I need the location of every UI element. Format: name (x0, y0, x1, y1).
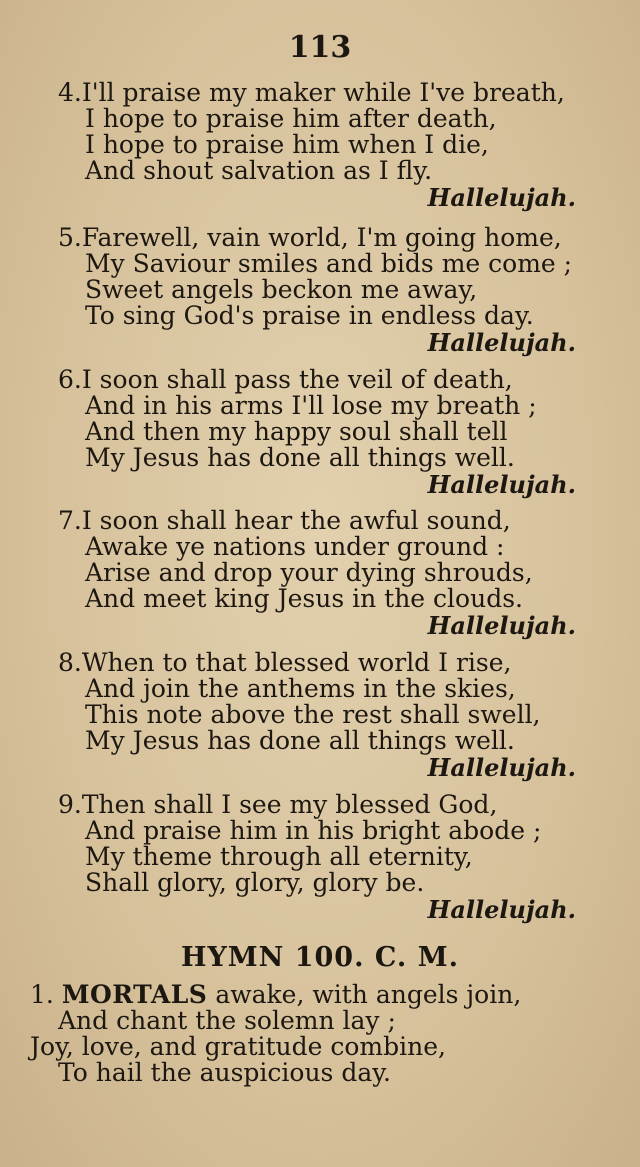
verse-line (58, 225, 588, 251)
verse-line-text: I'll praise my maker while I've breath, (81, 78, 565, 107)
verse-line: And in his arms I'll lose my breath ; (85, 391, 537, 420)
verse-number: 9. (58, 790, 82, 819)
refrain: Hallelujah. (427, 753, 576, 782)
page-number: 113 (288, 30, 352, 65)
verse-line: And join the anthems in the skies, (85, 674, 516, 703)
verse-line-text: awake, with angels join, (207, 980, 522, 1009)
verse-line: And meet king Jesus in the clouds. (85, 584, 523, 613)
verse-line: Sweet angels beckon me away, (85, 275, 478, 304)
verse-line: And then my happy soul shall tell (85, 417, 508, 446)
verse-line: And praise him in his bright abode ; (85, 816, 542, 845)
verse-line: Awake ye nations under ground : (85, 532, 505, 561)
verse-line-text: Then shall I see my blessed God, (81, 790, 498, 819)
verse-8 (58, 650, 588, 782)
verse-5 (58, 225, 588, 357)
verse-number: 6. (58, 365, 82, 394)
verse-line: And chant the solemn lay ; (58, 1006, 396, 1035)
verse-line: My Jesus has done all things well. (85, 726, 515, 755)
verse-line: Shall glory, glory, glory be. (85, 868, 425, 897)
verse-number: 5. (58, 223, 82, 252)
verse-4 (58, 80, 588, 212)
refrain: Hallelujah. (427, 328, 576, 357)
verse-number: 7. (58, 506, 82, 535)
hymn-title: HYMN 100. C. M. (180, 942, 459, 973)
verse-9 (58, 792, 588, 924)
verse-line (58, 80, 588, 106)
first-word: MORTALS (61, 980, 208, 1009)
verse-number: 4. (58, 78, 82, 107)
verse-number: 1. (30, 980, 54, 1009)
verse-line (58, 367, 588, 393)
verse-7 (58, 508, 588, 640)
verse-line (58, 508, 588, 534)
verse-6 (58, 367, 588, 499)
verse-line: And shout salvation as I fly. (85, 156, 433, 185)
verse-line: To sing God's praise in endless day. (85, 301, 534, 330)
verse-line-text: I soon shall hear the awful sound, (81, 506, 511, 535)
refrain: Hallelujah. (427, 470, 576, 499)
hymn-100-verse-1 (30, 982, 610, 1086)
verse-line: Joy, love, and gratitude combine, (30, 1032, 446, 1061)
verse-line: My Saviour smiles and bids me come ; (85, 249, 573, 278)
verse-line: Arise and drop your dying shrouds, (85, 558, 533, 587)
refrain: Hallelujah. (427, 611, 576, 640)
verse-line: I hope to praise him after death, (85, 104, 497, 133)
verse-line (30, 982, 610, 1008)
refrain: Hallelujah. (427, 183, 576, 212)
verse-line (58, 792, 588, 818)
verse-line: This note above the rest shall swell, (85, 700, 541, 729)
verse-line: I hope to praise him when I die, (85, 130, 489, 159)
verse-line-text: I soon shall pass the veil of death, (81, 365, 513, 394)
verse-number: 8. (58, 648, 82, 677)
refrain: Hallelujah. (427, 895, 576, 924)
verse-line (58, 650, 588, 676)
verse-line: My theme through all eternity, (85, 842, 473, 871)
verse-line-text: Farewell, vain world, I'm going home, (81, 223, 562, 252)
verse-line-text: When to that blessed world I rise, (81, 648, 512, 677)
verse-line: To hail the auspicious day. (58, 1058, 391, 1087)
verse-line: My Jesus has done all things well. (85, 443, 515, 472)
